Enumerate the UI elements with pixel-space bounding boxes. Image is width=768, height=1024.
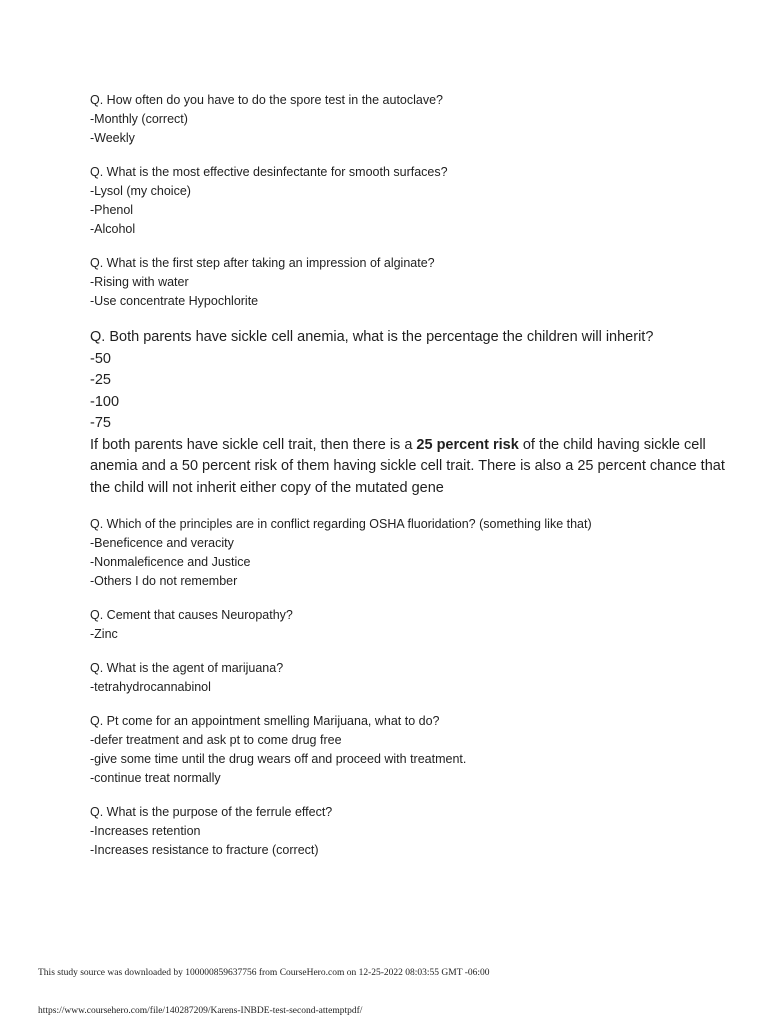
answer-option: -100 xyxy=(90,393,120,410)
answer-option: -25 xyxy=(90,372,111,388)
question-text: Q. Pt come for an appointment smelling Marijuana, what to do? xyxy=(90,714,440,728)
question-block-1 xyxy=(90,91,730,148)
question-text: Q. What is the most effective desinfectante for smooth surfaces? xyxy=(90,165,448,179)
answer-option: -Zinc xyxy=(90,627,118,641)
answer-option: -Monthly (correct) xyxy=(90,112,188,126)
answer-option: -75 xyxy=(90,415,111,431)
answer-option: -Weekly xyxy=(90,131,135,145)
question-text: Q. What is the agent of marijuana? xyxy=(90,661,284,675)
source-url[interactable]: https://www.coursehero.com/file/140287209/Karens-INBDE-test-second-attemptpdf/ xyxy=(38,1006,363,1016)
answer-option: -Rising with water xyxy=(90,275,189,289)
question-text: Q. Which of the principles are in conflict regarding OSHA fluoridation? (something like that) xyxy=(90,517,592,531)
answer-option: -Lysol (my choice) xyxy=(90,184,191,198)
answer-option: -Alcohol xyxy=(90,222,136,236)
question-block-9 xyxy=(90,803,730,860)
question-text: Q. What is the purpose of the ferrule effect? xyxy=(90,805,333,819)
answer-explanation: If both parents have sickle cell trait, then there is a 25 percent risk of the child having sickle cell anemia and a 50 percent risk of them having sickle cell trait. There is also a 25 percent chance that the child will not inherit either copy of the mutated gene xyxy=(90,436,725,496)
answer-option: -continue treat normally xyxy=(90,771,221,785)
highlighted-risk: 25 percent risk xyxy=(416,436,519,453)
answer-option: -Phenol xyxy=(90,203,134,217)
question-text: Q. Cement that causes Neuropathy? xyxy=(90,608,293,622)
document-body xyxy=(90,91,730,860)
question-block-2 xyxy=(90,163,730,239)
answer-option: -Nonmaleficence and Justice xyxy=(90,555,251,569)
download-notice: This study source was downloaded by 100000859637756 from CourseHero.com on 12-25-2022 08:03:55 GMT -06:00 xyxy=(38,968,490,978)
question-text: Q. How often do you have to do the spore test in the autoclave? xyxy=(90,93,444,107)
question-block-6 xyxy=(90,606,730,644)
answer-option: -Increases resistance to fracture (correct) xyxy=(90,843,319,857)
question-block-3 xyxy=(90,254,730,311)
answer-option: -defer treatment and ask pt to come drug free xyxy=(90,733,342,747)
answer-option: -tetrahydrocannabinol xyxy=(90,680,211,694)
question-block-5 xyxy=(90,515,730,591)
answer-option: -Use concentrate Hypochlorite xyxy=(90,294,259,308)
answer-option: -give some time until the drug wears off and proceed with treatment. xyxy=(90,752,467,766)
answer-option: -Others I do not remember xyxy=(90,574,238,588)
answer-option: -Increases retention xyxy=(90,824,201,838)
question-text: Q. What is the first step after taking an impression of alginate? xyxy=(90,256,435,270)
question-block-8 xyxy=(90,712,730,788)
answer-option: -50 xyxy=(90,350,111,367)
answer-option: -Beneficence and veracity xyxy=(90,536,234,550)
question-block-4 xyxy=(90,327,730,499)
question-text: Q. Both parents have sickle cell anemia, what is the percentage the children will inherit? xyxy=(90,329,654,345)
question-block-7 xyxy=(90,659,730,697)
